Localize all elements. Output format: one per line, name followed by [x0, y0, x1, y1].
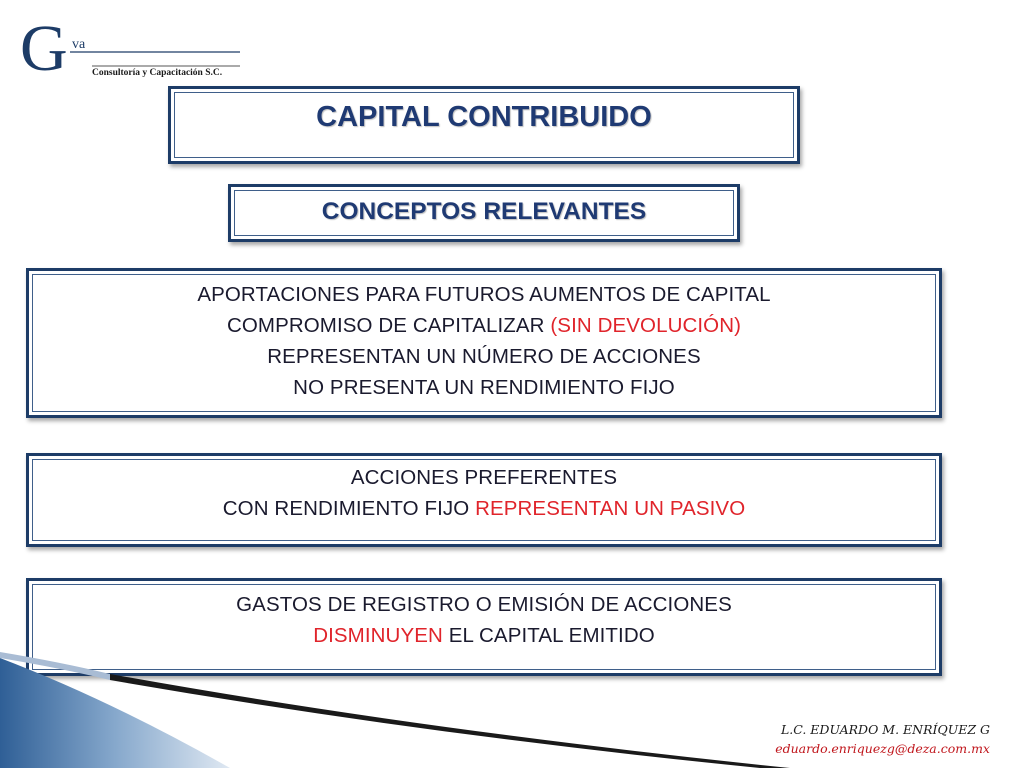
page-title: CAPITAL CONTRIBUIDO	[316, 101, 652, 133]
concept-line	[29, 314, 939, 338]
company-logo	[20, 12, 260, 82]
concept-line: ACCIONES PREFERENTES	[350, 466, 618, 489]
concept-box-aportaciones	[26, 268, 942, 418]
highlight-text: (SIN DEVOLUCIÓN)	[550, 314, 742, 337]
concept-line: NO PRESENTA UN RENDIMIENTO FIJO	[293, 376, 675, 399]
subtitle-box	[228, 184, 740, 242]
decorative-swoosh	[0, 640, 800, 768]
logo-sub: va	[72, 37, 86, 52]
concept-line: REPRESENTAN UN NÚMERO DE ACCIONES	[267, 345, 701, 368]
concept-line: APORTACIONES PARA FUTUROS AUMENTOS DE CAPITAL	[197, 283, 771, 306]
logo-company-name: Consultoría y Capacitación S.C.	[92, 68, 223, 78]
highlight-text: DISMINUYEN	[313, 624, 443, 647]
logo-letter: G	[20, 12, 68, 82]
concept-text: COMPROMISO DE CAPITALIZAR	[226, 314, 545, 337]
footer-author: L.C. EDUARDO M. ENRÍQUEZ G	[780, 722, 990, 737]
concept-line	[29, 497, 939, 521]
concept-text: CON RENDIMIENTO FIJO	[222, 497, 470, 520]
title-box	[168, 86, 800, 164]
concept-text: EL CAPITAL EMITIDO	[448, 624, 655, 647]
concept-box-acciones-preferentes	[26, 453, 942, 547]
footer-email: eduardo.enriquezg@deza.com.mx	[775, 741, 990, 756]
page-subtitle: CONCEPTOS RELEVANTES	[321, 198, 647, 225]
highlight-text: REPRESENTAN UN PASIVO	[475, 497, 746, 520]
concept-line: GASTOS DE REGISTRO O EMISIÓN DE ACCIONES	[236, 593, 732, 616]
